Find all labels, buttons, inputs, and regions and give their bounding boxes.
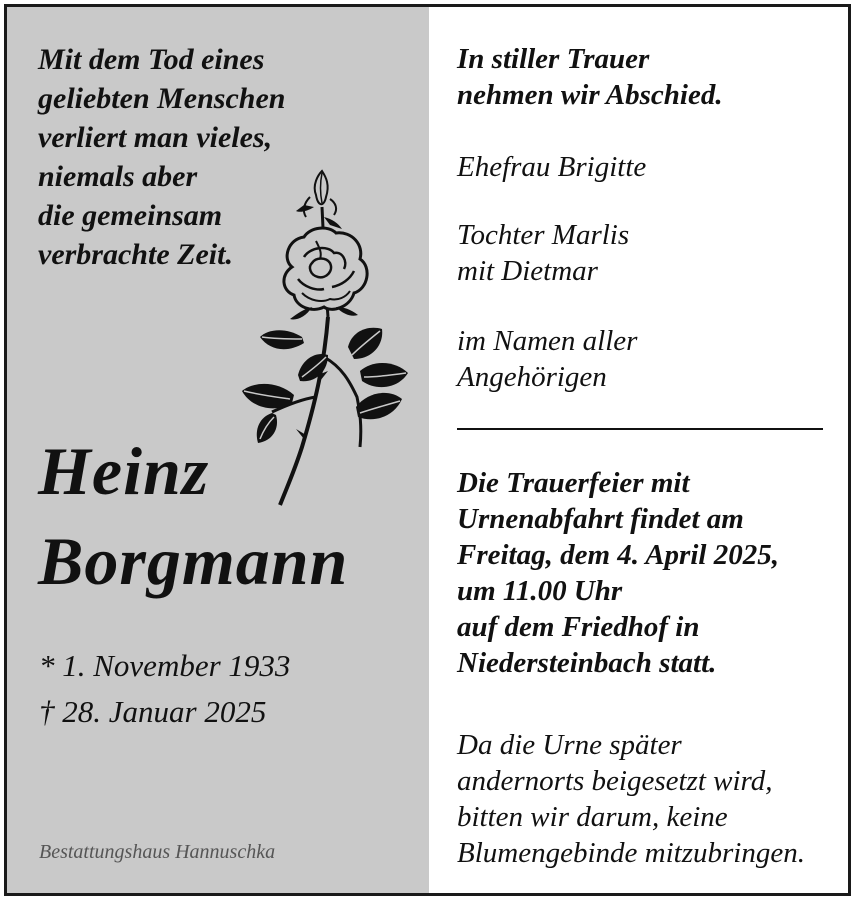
service-details	[457, 465, 837, 681]
quote-line: geliebten Menschen	[38, 82, 286, 115]
obituary-notice	[4, 4, 851, 896]
mourner-wife	[457, 149, 837, 185]
mourner-line: Angehörigen	[457, 361, 607, 393]
service-line: Urnenabfahrt findet am	[457, 503, 744, 535]
life-dates	[39, 643, 290, 735]
urn-note-line: andernorts beigesetzt wird,	[457, 765, 773, 797]
quote-line: verliert man vieles,	[38, 121, 273, 154]
mourner-relatives	[457, 323, 837, 395]
death-date: † 28. Januar 2025	[39, 694, 267, 729]
service-line: um 11.00 Uhr	[457, 575, 623, 607]
quote-line: Mit dem Tod eines	[38, 43, 265, 76]
mourner-line: Ehefrau Brigitte	[457, 151, 647, 183]
funeral-home: Bestattungshaus Hannuschka	[39, 841, 276, 863]
service-line: Die Trauerfeier mit	[457, 467, 690, 499]
quote-line: verbrachte Zeit.	[38, 238, 233, 271]
service-line: Freitag, dem 4. April 2025,	[457, 539, 779, 571]
farewell-line: In stiller Trauer	[457, 43, 650, 75]
deceased-last-name: Borgmann	[38, 523, 349, 599]
left-panel	[7, 7, 429, 893]
quote-line: niemals aber	[38, 160, 198, 193]
urn-note	[457, 727, 837, 871]
farewell-heading	[457, 41, 837, 113]
quote-line: die gemeinsam	[38, 199, 223, 232]
deceased-first-name: Heinz	[38, 433, 210, 509]
mourner-line: im Namen aller	[457, 325, 638, 357]
urn-note-line: Da die Urne später	[457, 729, 682, 761]
service-line: Niedersteinbach statt.	[457, 647, 717, 679]
mourner-daughter	[457, 217, 837, 289]
urn-note-line: Blumengebinde mitzubringen.	[457, 837, 805, 869]
mourner-line: mit Dietmar	[457, 255, 598, 287]
service-line: auf dem Friedhof in	[457, 611, 700, 643]
rose-icon	[232, 167, 417, 507]
urn-note-line: bitten wir darum, keine	[457, 801, 728, 833]
birth-date: * 1. November 1933	[39, 648, 291, 683]
right-panel	[429, 7, 848, 893]
farewell-line: nehmen wir Abschied.	[457, 79, 723, 111]
mourner-line: Tochter Marlis	[457, 219, 630, 251]
divider	[457, 428, 823, 430]
